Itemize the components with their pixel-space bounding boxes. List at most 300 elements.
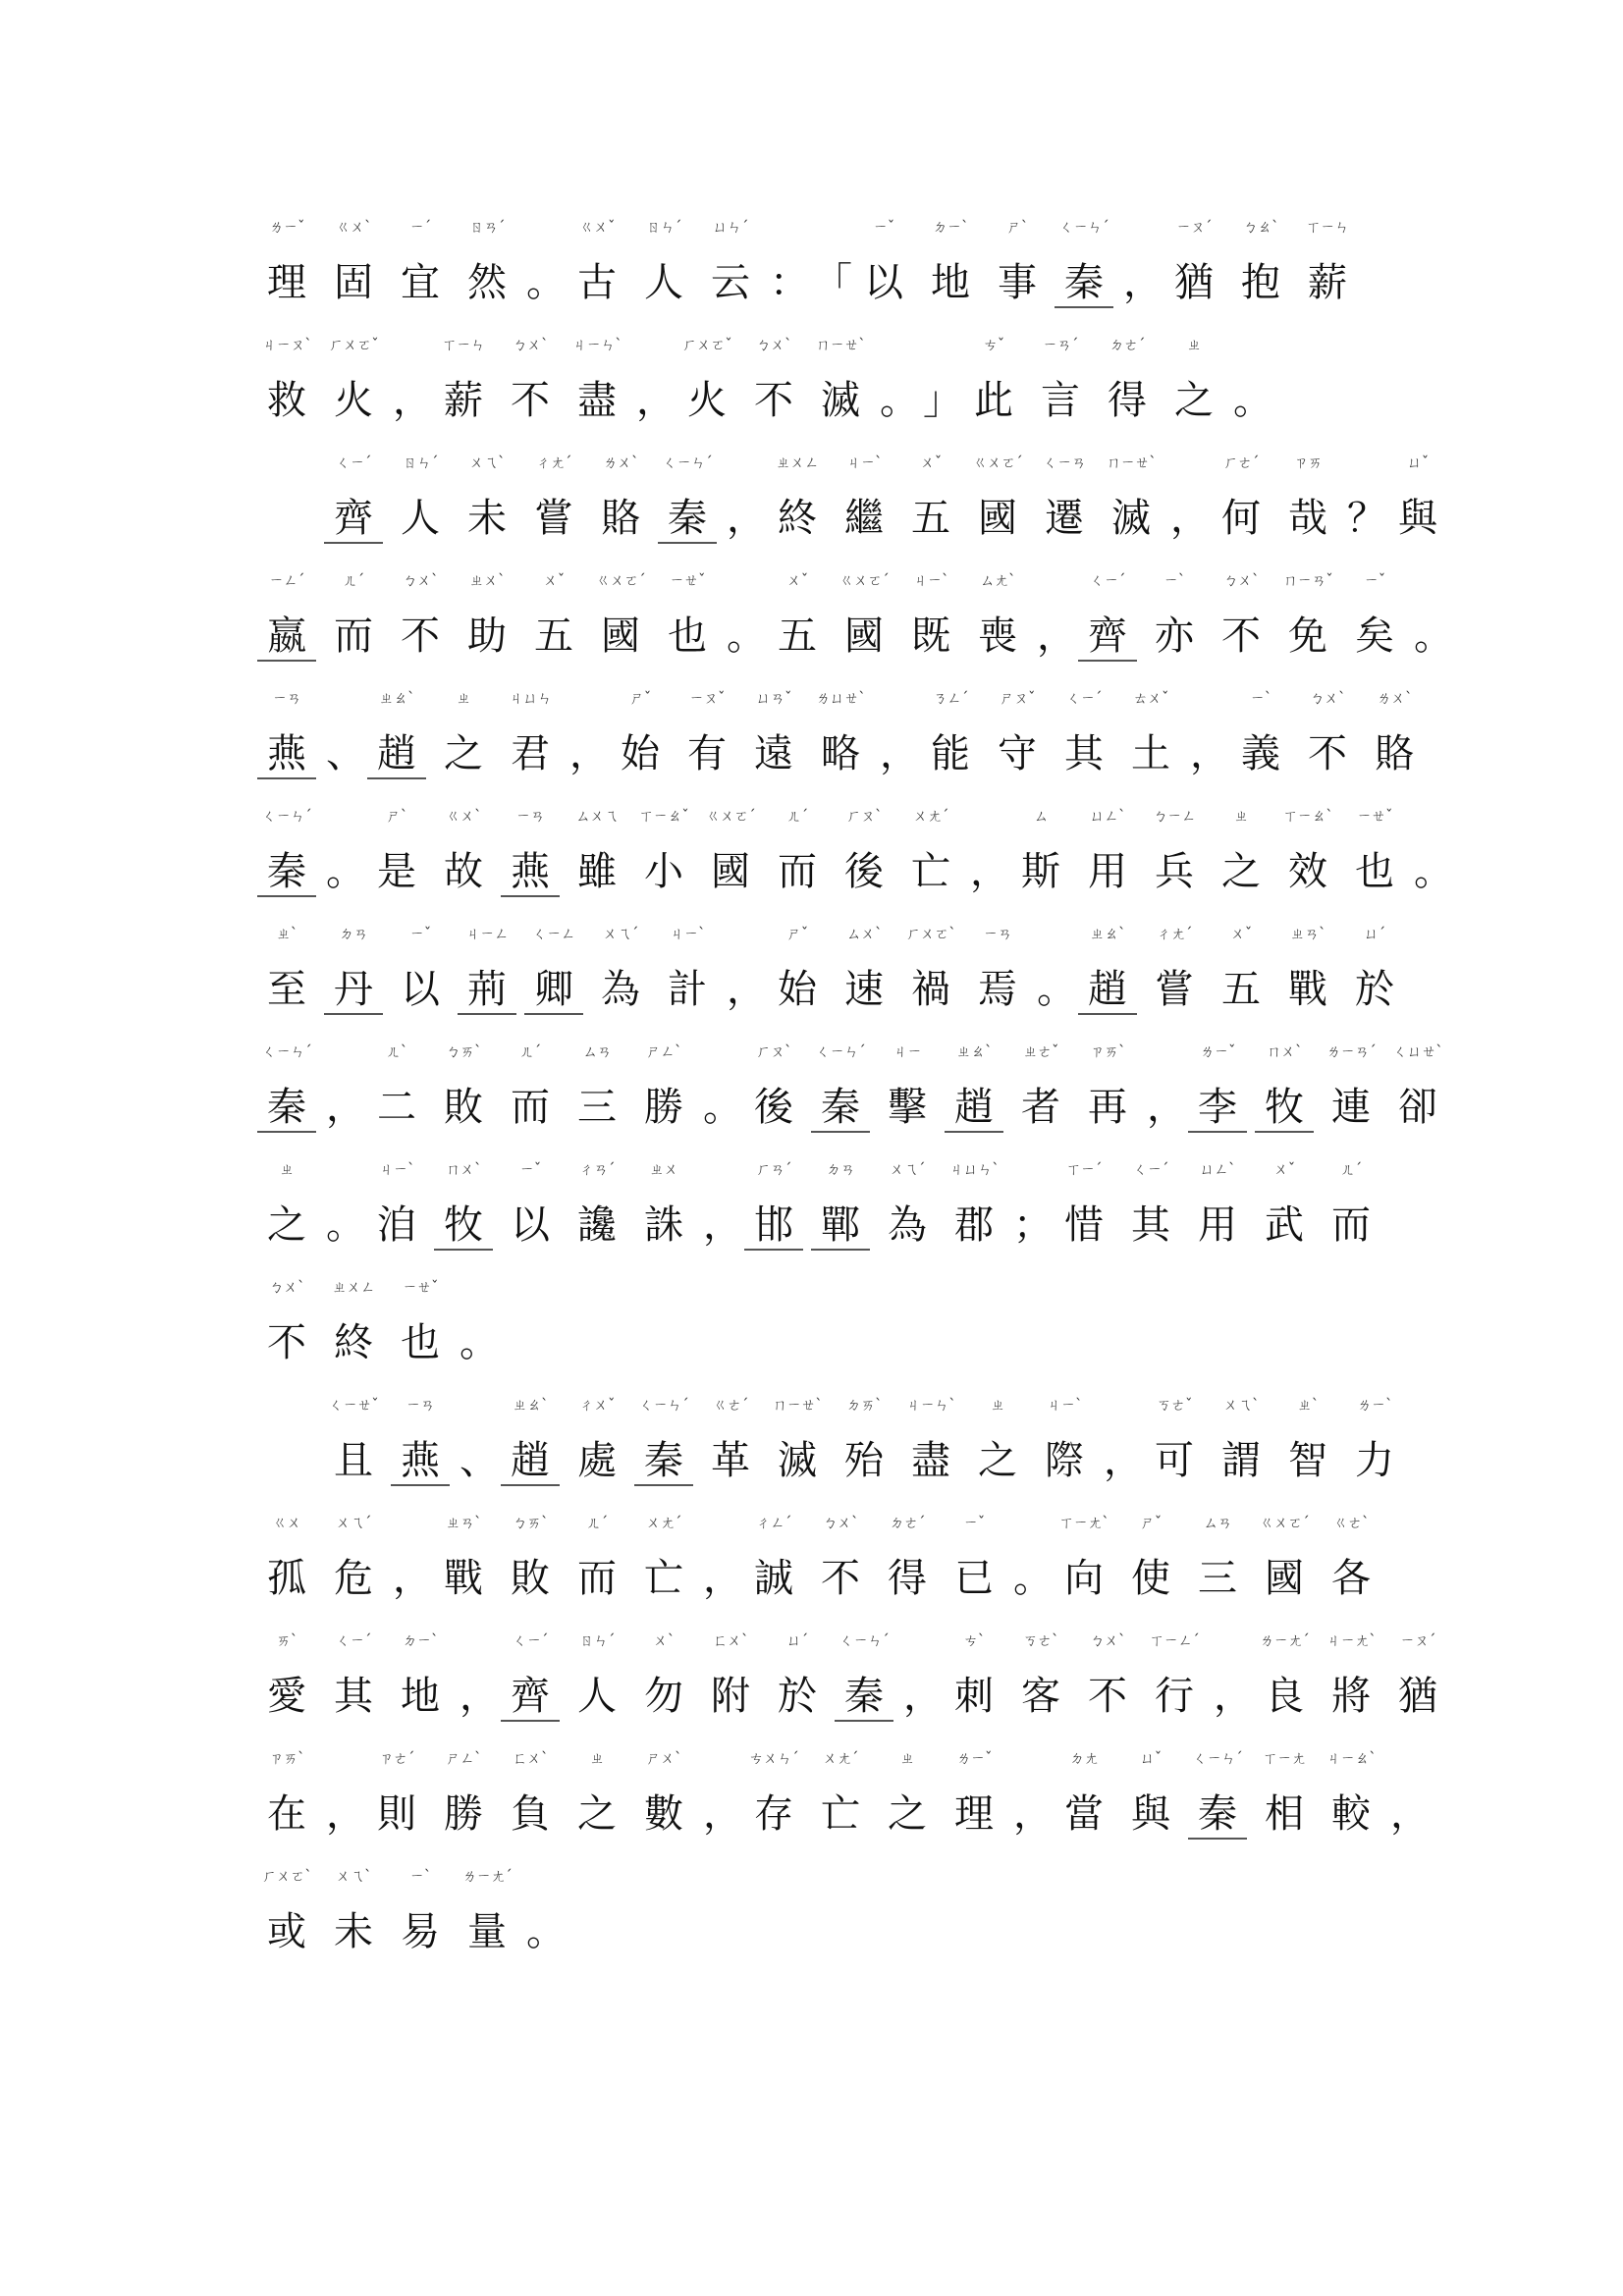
zhuyin-annotation: ㄨˇ: [543, 571, 565, 589]
zhuyin-annotation: ㄅㄨˋ: [402, 571, 438, 589]
base-character: 遠: [754, 731, 793, 776]
base-character: 有: [687, 731, 727, 776]
zhuyin-annotation: ㄐㄧㄠˋ: [1325, 1749, 1377, 1767]
base-character: 荊: [467, 967, 507, 1012]
punctuation: [874, 336, 917, 422]
base-character: 是: [377, 849, 416, 894]
ruby-character: [1274, 454, 1341, 540]
zhuyin-annotation: ㄓ: [589, 1749, 605, 1767]
zhuyin-annotation: ㄉㄧˋ: [402, 1631, 438, 1649]
base-character: 火: [687, 378, 727, 423]
zhuyin-annotation: ㄘㄨㄣˊ: [748, 1749, 799, 1767]
ruby-character: [454, 454, 520, 540]
ruby-character: [1074, 807, 1141, 893]
ruby-character: [454, 218, 520, 304]
ruby-character: [807, 1160, 874, 1247]
ruby-character: [1361, 689, 1428, 775]
zhuyin-annotation: ㄌㄨˋ: [602, 454, 638, 471]
ruby-character: [387, 925, 454, 1011]
ruby-character: [831, 454, 897, 540]
zhuyin-annotation: ㄨˇ: [1230, 925, 1252, 942]
ruby-character: [630, 1749, 697, 1836]
ruby-character: [564, 1514, 630, 1600]
base-character: 鄲: [821, 1202, 860, 1248]
base-character: 殆: [844, 1438, 884, 1483]
zhuyin-annotation: ㄉㄜˊ: [1109, 336, 1145, 353]
ruby-character: [1051, 218, 1117, 304]
text-line: [253, 925, 1408, 1011]
zhuyin-annotation: ㄐㄩㄣˋ: [948, 1160, 1000, 1178]
ruby-character: [1051, 689, 1117, 775]
zhuyin-annotation: ㄧˋ: [1163, 571, 1185, 589]
zhuyin-annotation: ㄍㄨˋ: [335, 218, 371, 236]
zhuyin-annotation: ㄙㄢ: [1203, 1514, 1232, 1531]
zhuyin-annotation: ㄨˇ: [1273, 1160, 1295, 1178]
zhuyin-annotation: ㄩˊ: [786, 1631, 808, 1649]
base-character: 。: [460, 1320, 499, 1365]
ruby-character: [630, 807, 697, 893]
zhuyin-annotation: ㄉㄜˊ: [889, 1514, 925, 1531]
zhuyin-annotation: ㄦˊ: [519, 1042, 541, 1060]
zhuyin-annotation: ㄧˇ: [409, 925, 431, 942]
base-character: 國: [978, 496, 1017, 541]
ruby-character: [831, 1631, 897, 1718]
text-line: [253, 1042, 1451, 1129]
base-character: 勿: [644, 1674, 683, 1719]
zhuyin-annotation: ㄑㄧˊ: [335, 1631, 371, 1649]
ruby-character: [807, 1514, 874, 1600]
zhuyin-annotation: ㄓㄢˋ: [1289, 925, 1325, 942]
ruby-character: [497, 807, 564, 893]
base-character: ，: [326, 1085, 365, 1130]
zhuyin-annotation: ㄧㄝˇ: [1356, 807, 1392, 825]
ruby-character: [363, 689, 430, 775]
zhuyin-annotation: ㄕㄨˋ: [645, 1749, 681, 1767]
ruby-character: [320, 1396, 387, 1482]
base-character: 地: [931, 260, 970, 305]
ruby-character: [1007, 807, 1074, 893]
zhuyin-annotation: ㄙㄢ: [582, 1042, 612, 1060]
punctuation: [697, 1514, 740, 1600]
zhuyin-annotation: ㄨㄤˊ: [912, 807, 948, 825]
ruby-character: [1074, 571, 1141, 658]
base-character: 嘗: [534, 496, 573, 541]
ruby-character: [1318, 1160, 1384, 1247]
punctuation: [1227, 336, 1271, 422]
base-character: 人: [644, 260, 683, 305]
zhuyin-annotation: ㄇㄧㄢˇ: [1282, 571, 1333, 589]
base-character: ？: [1347, 496, 1386, 541]
ruby-character: [1007, 1042, 1074, 1129]
punctuation: [1164, 454, 1208, 540]
proper-noun-underline: [811, 1131, 870, 1133]
proper-noun-underline: [1078, 660, 1137, 662]
ruby-character: [1341, 807, 1408, 893]
ruby-character: [387, 1396, 454, 1482]
base-character: 用: [1088, 849, 1127, 894]
base-character: 斯: [1021, 849, 1060, 894]
ruby-character: [320, 1514, 387, 1600]
ruby-character: [320, 1631, 387, 1718]
ruby-character: [630, 1042, 697, 1129]
zhuyin-annotation: ㄩˇ: [1140, 1749, 1162, 1767]
ruby-character: [1318, 1514, 1384, 1600]
zhuyin-annotation: ㄐㄧㄣˋ: [905, 1396, 956, 1414]
base-character: 易: [401, 1909, 440, 1954]
zhuyin-annotation: ㄅㄨˋ: [755, 336, 791, 353]
zhuyin-annotation: ㄓ: [899, 1749, 915, 1767]
zhuyin-annotation: ㄓㄠˋ: [512, 1396, 548, 1414]
ruby-character: [1031, 1396, 1098, 1482]
zhuyin-annotation: ㄑㄧˊ: [1065, 689, 1102, 707]
base-character: 不: [267, 1320, 306, 1365]
zhuyin-annotation: ㄓˋ: [276, 925, 298, 942]
ruby-character: [497, 1396, 564, 1482]
zhuyin-annotation: ㄧㄝˇ: [402, 1278, 438, 1296]
base-character: 效: [1288, 849, 1327, 894]
ruby-character: [1318, 1749, 1384, 1836]
text-line: [253, 1278, 497, 1364]
ruby-character: [253, 1867, 320, 1953]
zhuyin-annotation: ㄨㄟˊ: [889, 1160, 925, 1178]
base-character: 而: [334, 614, 373, 659]
ruby-character: [497, 1042, 564, 1129]
zhuyin-annotation: ㄍㄜˊ: [712, 1396, 748, 1414]
ruby-character: [253, 925, 320, 1011]
zhuyin-annotation: ㄌㄧㄤˊ: [1259, 1631, 1310, 1649]
punctuation: [520, 218, 564, 304]
base-character: 滅: [821, 378, 860, 423]
zhuyin-annotation: ㄉㄤ: [1069, 1749, 1099, 1767]
zhuyin-annotation: ㄕˋ: [1006, 218, 1028, 236]
zhuyin-annotation: ㄐㄧㄥ: [465, 925, 509, 942]
ruby-character: [497, 1514, 564, 1600]
base-character: 戰: [1288, 967, 1327, 1012]
ruby-character: [607, 689, 674, 775]
zhuyin-annotation: ㄉㄞˋ: [845, 1396, 882, 1414]
zhuyin-annotation: ㄗㄞ: [1293, 454, 1323, 471]
zhuyin-annotation: ㄑㄧㄣˊ: [815, 1042, 866, 1060]
ruby-character: [1251, 1160, 1318, 1247]
zhuyin-annotation: ㄔㄤˊ: [1156, 925, 1192, 942]
base-character: 此: [974, 378, 1013, 423]
base-character: 不: [821, 1556, 860, 1601]
zhuyin-annotation: ㄙㄨˋ: [845, 925, 882, 942]
base-character: 以: [864, 260, 903, 305]
zhuyin-annotation: ㄨㄤˊ: [645, 1514, 681, 1531]
ruby-character: [1251, 1042, 1318, 1129]
ruby-character: [874, 1514, 941, 1600]
ruby-character: [1184, 1749, 1251, 1836]
base-character: 理: [267, 260, 306, 305]
base-character: 、: [460, 1438, 499, 1483]
punctuation: [1031, 571, 1074, 658]
ruby-character: [1251, 1631, 1318, 1718]
zhuyin-annotation: ㄕˇ: [1140, 1514, 1162, 1531]
ruby-character: [253, 1042, 320, 1129]
base-character: ，: [1390, 1791, 1430, 1837]
punctuation: [721, 454, 764, 540]
base-character: 連: [1331, 1085, 1371, 1130]
ruby-character: [1208, 1396, 1274, 1482]
base-character: 李: [1198, 1085, 1237, 1130]
proper-noun-underline: [945, 1131, 1003, 1133]
ruby-character: [1341, 925, 1408, 1011]
paragraph-indent: [253, 530, 320, 540]
ruby-character: [674, 336, 740, 422]
base-character: 向: [1064, 1556, 1104, 1601]
base-character: 於: [778, 1674, 817, 1719]
base-character: 而: [577, 1556, 617, 1601]
zhuyin-annotation: ㄨㄟˋ: [335, 1867, 371, 1885]
ruby-character: [831, 807, 897, 893]
base-character: 謂: [1221, 1438, 1261, 1483]
base-character: 用: [1198, 1202, 1237, 1248]
zhuyin-annotation: ㄩㄢˇ: [755, 689, 791, 707]
base-character: 之: [267, 1202, 306, 1248]
zhuyin-annotation: ㄓ: [1233, 807, 1249, 825]
punctuation: [630, 336, 674, 422]
base-character: 齊: [334, 496, 373, 541]
ruby-character: [630, 218, 697, 304]
ruby-character: [740, 1042, 807, 1129]
ruby-character: [764, 925, 831, 1011]
punctuation: [1408, 807, 1451, 893]
base-character: 「: [813, 260, 852, 305]
base-character: 之: [1221, 849, 1261, 894]
ruby-character: [253, 1514, 320, 1600]
base-character: 之: [577, 1791, 617, 1837]
zhuyin-annotation: ㄌㄩㄝˋ: [815, 689, 866, 707]
ruby-character: [1074, 925, 1141, 1011]
base-character: 賂: [1375, 731, 1414, 776]
base-character: 其: [334, 1674, 373, 1719]
base-character: 也: [668, 614, 707, 659]
ruby-character: [430, 1160, 497, 1247]
ruby-character: [740, 1160, 807, 1247]
zhuyin-annotation: ㄎㄜˇ: [1156, 1396, 1192, 1414]
zhuyin-annotation: ㄑㄧㄝˇ: [328, 1396, 379, 1414]
base-character: 終: [778, 496, 817, 541]
ruby-character: [320, 925, 387, 1011]
base-character: 亡: [644, 1556, 683, 1601]
base-character: 然: [467, 260, 507, 305]
zhuyin-annotation: ㄧㄝˇ: [669, 571, 705, 589]
punctuation: [964, 807, 1007, 893]
zhuyin-annotation: ㄅㄞˋ: [445, 1042, 481, 1060]
base-character: 秦: [1198, 1791, 1237, 1837]
zhuyin-annotation: ㄦˊ: [786, 807, 808, 825]
ruby-character: [1051, 1749, 1117, 1836]
base-character: 能: [931, 731, 970, 776]
zhuyin-annotation: ㄦˊ: [1340, 1160, 1362, 1178]
punctuation: [387, 1514, 430, 1600]
zhuyin-annotation: ㄑㄧㄣˊ: [261, 807, 312, 825]
base-character: 敗: [511, 1556, 550, 1601]
base-character: 齊: [1088, 614, 1127, 659]
ruby-character: [1294, 689, 1361, 775]
base-character: 。: [727, 614, 766, 659]
text-line: [253, 1631, 1451, 1718]
ruby-character: [850, 218, 917, 304]
base-character: 以: [511, 1202, 550, 1248]
punctuation: [1141, 1042, 1184, 1129]
zhuyin-annotation: ㄌㄧˋ: [1356, 1396, 1392, 1414]
base-character: 秦: [644, 1438, 683, 1483]
base-character: 處: [577, 1438, 617, 1483]
ruby-character: [1274, 925, 1341, 1011]
base-character: 不: [1308, 731, 1347, 776]
zhuyin-annotation: ㄈㄨˋ: [712, 1631, 748, 1649]
proper-noun-underline: [1188, 1131, 1247, 1133]
base-character: 不: [754, 378, 793, 423]
text-line: [253, 218, 1361, 304]
ruby-character: [497, 1160, 564, 1247]
zhuyin-annotation: ㄑㄧˊ: [1089, 571, 1125, 589]
zhuyin-annotation: ㄕˇ: [786, 925, 808, 942]
base-character: 危: [334, 1556, 373, 1601]
punctuation: [454, 1396, 497, 1482]
zhuyin-annotation: ㄌㄧㄤˊ: [461, 1867, 513, 1885]
ruby-character: [740, 1514, 807, 1600]
zhuyin-annotation: ㄔㄨˇ: [578, 1396, 615, 1414]
base-character: 猶: [1398, 1674, 1437, 1719]
ruby-character: [587, 454, 654, 540]
ruby-character: [630, 1396, 697, 1482]
zhuyin-annotation: ㄋㄥˊ: [932, 689, 968, 707]
proper-noun-underline: [501, 895, 560, 897]
ruby-character: [363, 1160, 430, 1247]
zhuyin-annotation: ㄓ: [990, 1396, 1005, 1414]
ruby-character: [363, 1042, 430, 1129]
base-character: 可: [1155, 1438, 1194, 1483]
zhuyin-annotation: ㄧˇ: [519, 1160, 541, 1178]
zhuyin-annotation: ㄕˋ: [386, 807, 407, 825]
punctuation: [320, 1160, 363, 1247]
ruby-character: [1251, 1514, 1318, 1600]
ruby-character: [764, 454, 831, 540]
ruby-character: [1294, 218, 1361, 304]
zhuyin-annotation: ㄧㄢ: [983, 925, 1012, 942]
base-character: 。: [1013, 1556, 1053, 1601]
zhuyin-annotation: ㄍㄨㄛˊ: [972, 454, 1023, 471]
base-character: 之: [978, 1438, 1017, 1483]
zhuyin-annotation: ㄓㄠˋ: [378, 689, 414, 707]
ruby-character: [897, 807, 964, 893]
punctuation: [721, 925, 764, 1011]
base-character: 。: [1037, 967, 1076, 1012]
base-character: 義: [1241, 731, 1280, 776]
base-character: 救: [267, 378, 306, 423]
ruby-character: [831, 1396, 897, 1482]
ruby-character: [520, 454, 587, 540]
zhuyin-annotation: ㄅㄨˋ: [268, 1278, 304, 1296]
ruby-character: [764, 807, 831, 893]
zhuyin-annotation: ㄓㄠˋ: [955, 1042, 992, 1060]
text-line: [253, 1160, 1384, 1247]
zhuyin-annotation: ㄖㄢˊ: [468, 218, 505, 236]
proper-noun-underline: [501, 1484, 560, 1486]
zhuyin-annotation: ㄖㄣˊ: [402, 454, 438, 471]
base-character: ，: [970, 849, 1009, 894]
zhuyin-annotation: ㄑㄧˊ: [1132, 1160, 1168, 1178]
base-character: 之: [888, 1791, 927, 1837]
zhuyin-annotation: ㄓ: [1186, 336, 1202, 353]
base-character: 終: [334, 1320, 373, 1365]
ruby-character: [941, 1749, 1007, 1836]
punctuation: [320, 1749, 363, 1836]
base-character: 刺: [954, 1674, 994, 1719]
zhuyin-annotation: ㄐㄧˋ: [1046, 1396, 1082, 1414]
zhuyin-annotation: ㄙ: [1033, 807, 1049, 825]
zhuyin-annotation: ㄨˋ: [653, 1631, 675, 1649]
base-character: 敗: [444, 1085, 483, 1130]
base-character: ，: [703, 1202, 742, 1248]
base-character: 際: [1045, 1438, 1084, 1483]
base-character: 已: [954, 1556, 994, 1601]
base-character: 滅: [778, 1438, 817, 1483]
ruby-character: [253, 1160, 320, 1247]
zhuyin-annotation: ㄩㄥˋ: [1199, 1160, 1235, 1178]
base-character: 郡: [954, 1202, 994, 1248]
proper-noun-underline: [524, 1013, 583, 1015]
base-character: 與: [1131, 1791, 1170, 1837]
zhuyin-annotation: ㄇㄧㄝˋ: [1106, 454, 1157, 471]
proper-noun-underline: [324, 542, 383, 544]
ruby-character: [1074, 1042, 1141, 1129]
base-character: 而: [778, 849, 817, 894]
base-character: 與: [1398, 496, 1437, 541]
ruby-character: [1341, 1396, 1408, 1482]
base-character: 。: [1414, 849, 1453, 894]
ruby-character: [831, 571, 897, 658]
punctuation: [1007, 1749, 1051, 1836]
ruby-character: [941, 1631, 1007, 1718]
ruby-character: [807, 1042, 874, 1129]
ruby-character: [497, 336, 564, 422]
text-line: [253, 1514, 1384, 1600]
base-character: ，: [903, 1674, 943, 1719]
base-character: 小: [644, 849, 683, 894]
zhuyin-annotation: ㄑㄧㄣˊ: [638, 1396, 689, 1414]
base-character: 賂: [601, 496, 640, 541]
proper-noun-underline: [257, 895, 316, 897]
base-character: 計: [668, 967, 707, 1012]
text-line: [253, 454, 1451, 540]
ruby-character: [1208, 807, 1274, 893]
zhuyin-annotation: ㄒㄧㄠˇ: [638, 807, 689, 825]
ruby-character: [764, 1396, 831, 1482]
ruby-character: [454, 1867, 520, 1953]
base-character: 秦: [844, 1674, 884, 1719]
base-character: 於: [1355, 967, 1394, 1012]
zhuyin-annotation: ㄅㄠˋ: [1242, 218, 1278, 236]
ruby-character: [1184, 1042, 1251, 1129]
base-character: 。: [326, 1202, 365, 1248]
ruby-character: [1027, 336, 1094, 422]
ruby-character: [1384, 1631, 1451, 1718]
base-character: 誠: [754, 1556, 793, 1601]
ruby-character: [520, 571, 587, 658]
base-character: 後: [844, 849, 884, 894]
punctuation: [917, 336, 960, 422]
ruby-character: [874, 1160, 941, 1247]
ruby-character: [654, 454, 721, 540]
zhuyin-annotation: ㄐㄧˋ: [669, 925, 705, 942]
ruby-character: [1117, 1514, 1184, 1600]
base-character: 五: [1221, 967, 1261, 1012]
base-character: ，: [460, 1674, 499, 1719]
